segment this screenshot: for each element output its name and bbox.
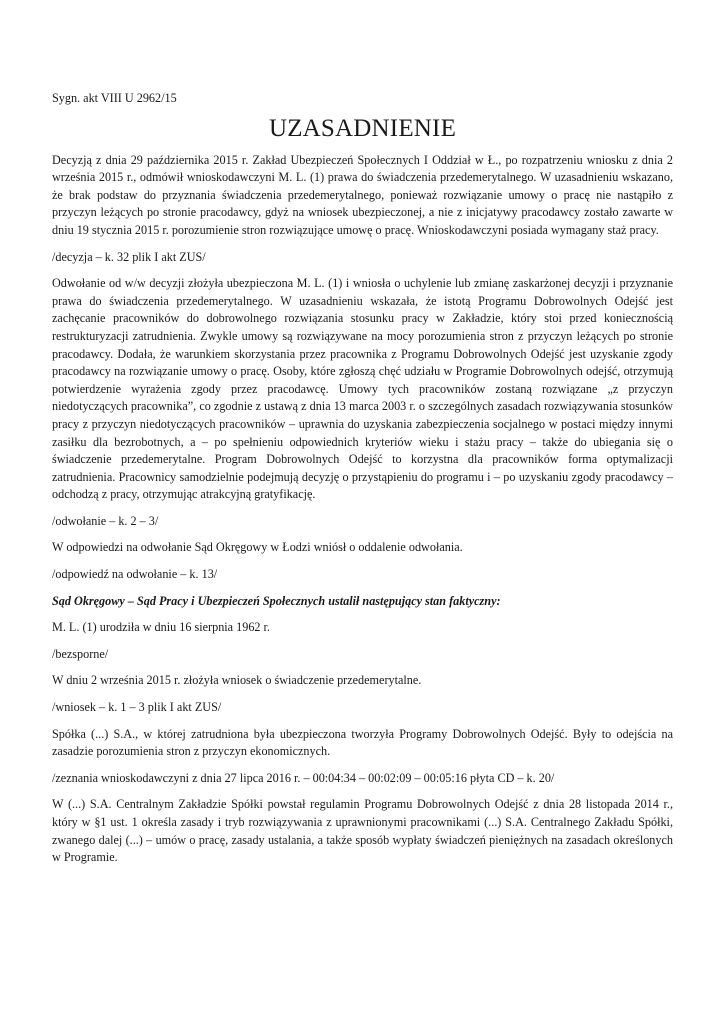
reference-response: /odpowiedź na odwołanie – k. 13/ [52,567,218,582]
paragraph-regulation: W (...) S.A. Centralnym Zakładzie Spółki powstał regulamin Programu Dobrowolnych Odejść z dnia 28 listopada 2014 r., który w §1 ust. 1 określa zasady i tryb rozwiązywania z uprawnionymi pracownikami (...) S.A. Centralnego Zakładu Spółki, zwanego dalej (...) – umów o pracę, zasady ustalania, a także sposób wypłaty świadczeń pieniężnych na zasadach określonych w Programie. [52,797,673,865]
reference-testimony: /zeznania wnioskodawczyni z dnia 27 lipca 2016 r. – 00:04:34 – 00:02:09 – 00:05:16 płyta CD – k. 20/ [52,770,555,785]
paragraph-birth: M. L. (1) urodziła w dniu 16 sierpnia 1962 r. [52,620,270,635]
paragraph-response: W odpowiedzi na odwołanie Sąd Okręgowy w Łodzi wniósł o oddalenie odwołania. [52,540,463,555]
reference-application: /wniosek – k. 1 – 3 plik I akt ZUS/ [52,700,222,715]
paragraph-decision: Decyzją z dnia 29 października 2015 r. Zakład Ubezpieczeń Społecznych I Oddział w Ł., po rozpatrzeniu wniosku z dnia 2 września 2015 r., odmówił wnioskodawczyni M. L. (1) prawa do świadczenia przedemerytalnego. W uzasadnieniu wskazano, że brak podstaw do przyznania świadczenia przedemerytalnego, ponieważ rozwiązanie umowy o pracę nie nastąpiło z przyczyn leżących po stronie pracodawcy, gdyż na wniosek ubezpieczonej, a nie z inicjatywy pracodawcy zostało zawarte w dniu 19 stycznia 2015 r. porozumienie stron rozwiązujące umowę o pracę. Wnioskodawczyni posiada wymagany staż pracy. [52,152,673,237]
case-signature: Sygn. akt VIII U 2962/15 [52,91,177,105]
paragraph-appeal: Odwołanie od w/w decyzji złożyła ubezpieczona M. L. (1) i wniosła o uchylenie lub zmianę zaskarżonej decyzji i przyznanie prawa do świadczenia przedemerytalnego. W uzasadnieniu wskazała, że istotą Programu Dobrowolnych Odejść jest zachęcanie pracowników do dobrowolnego rozwiązania stosunku pracy w Zakładzie, który stoi przed koniecznością restrukturyzacji zatrudnienia. Zwykle umowy są rozwiązywane na mocy porozumienia stron z przyczyn leżących po stronie pracodawcy. Dodała, że warunkiem skorzystania przez pracownika z Programu Dobrowolnych Odejść jest uzyskanie zgody pracodawcy na rozwiązanie umowy o pracę. Osoby, które zgłoszą chęć udziału w Programie Dobrowolnych odejść, otrzymują potwierdzenie wyrażenia zgody przez pracodawcę. Umowy tych pracowników zostaną rozwiązane „z przyczyn niedotyczących pracownika”, co zgodnie z ustawą z dnia 13 marca 2003 r. o szczególnych zasadach rozwiązywania stosunków pracy z przyczyn niedotyczących pracowników – uprawnia do uzyskania zabezpieczenia socjalnego w postaci między innymi zasiłku dla bezrobotnych, a – po spełnieniu odpowiednich kryteriów wieku i stażu pracy – także do ubiegania się o świadczenie przedemerytalne. Program Dobrowolnych Odejść to korzystna dla pracowników forma optymalizacji zatrudnienia. Pracownicy samodzielnie podejmują decyzję o przystąpieniu do programu i – po uzyskaniu zgody pracodawcy – odchodzą z pracy, otrzymując atrakcyjną gratyfikację. [52,276,673,502]
paragraph-company: Spółka (...) S.A., w której zatrudniona była ubezpieczona tworzyła Programy Dobrowolnych Odejść. Były to odejścia na zasadzie porozumienia stron z przyczyn ekonomicznych. [52,726,673,759]
reference-decision: /decyzja – k. 32 plik I akt ZUS/ [52,249,206,264]
reference-undisputed: /bezsporne/ [52,646,109,661]
document-title: UZASADNIENIE [268,114,457,142]
document-page [52,90,673,876]
section-heading-facts: Sąd Okręgowy – Sąd Pracy i Ubezpieczeń Społecznych ustalił następujący stan faktyczny: [52,593,501,608]
reference-appeal: /odwołanie – k. 2 – 3/ [52,513,159,528]
paragraph-application: W dniu 2 września 2015 r. złożyła wniosek o świadczenie przedemerytalne. [52,673,422,688]
